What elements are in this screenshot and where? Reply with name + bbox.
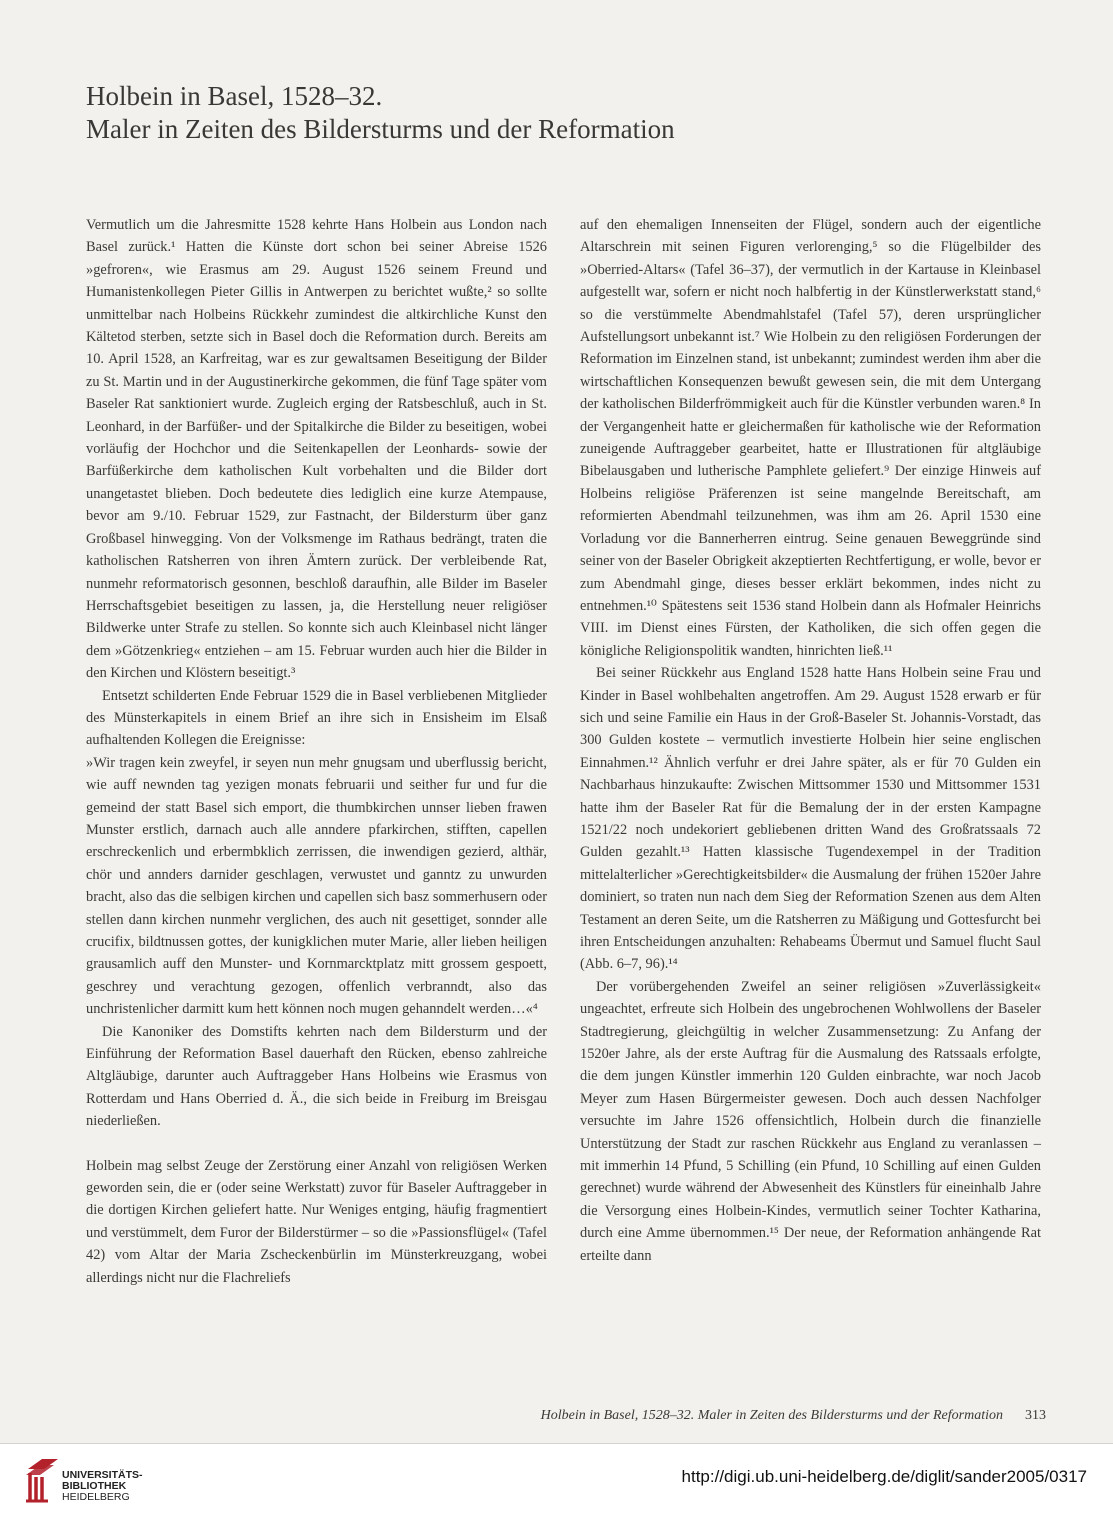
library-bar bbox=[0, 1444, 1113, 1537]
running-title: Holbein in Basel, 1528–32. Maler in Zeiten des Bildersturms und der Reformation bbox=[540, 1408, 1003, 1423]
page-number: 313 bbox=[1025, 1408, 1046, 1423]
paragraph: Bei seiner Rückkehr aus England 1528 hatte Hans Holbein seine Frau und Kinder in Basel wohlbehalten angetroffen. Am 29. August 1528 erwarb er für sich und seine Familie ein Haus in der Groß-Baseler St. Johannis-Vorstadt, das 300 Gulden kostete – vermutlich investierte Holbein hier seine englischen Einnahmen.¹² Ähnlich verfuhr er drei Jahre später, als er für 70 Gulden ein Nachbarhaus hinzukaufte: Zwischen Mittsommer 1530 und Mittsommer 1531 hatte ihm der Baseler Rat für die Bemalung der in der ersten Kampagne 1521/22 noch undekoriert gebliebenen dritten Wand des Großratssaals 72 Gulden gezahlt.¹³ Hatten klassische Tugendexempel in der Tradition mittelalterlicher »Gerechtigkeitsbilder« die Ausmalung der frühen 1520er Jahre dominiert, so traten nun nach dem Sieg der Reformation Szenen aus dem Alten Testament an deren Seite, um die Ratsherren zu Mäßigung und Gottesfurcht bei ihren Entscheidungen anzuhalten: Rehabeams Übermut und Samuel flucht Saul (Abb. 6–7, 96).¹⁴ bbox=[580, 665, 1041, 973]
library-name-line: HEIDELBERG bbox=[62, 1491, 130, 1503]
title-line-1: Holbein in Basel, 1528–32. bbox=[86, 81, 383, 111]
library-name-line: UNIVERSITÄTS- bbox=[62, 1469, 143, 1481]
left-column bbox=[86, 214, 547, 1289]
title-line-2: Maler in Zeiten des Bildersturms und der Reformation bbox=[86, 114, 675, 144]
paragraph: Vermutlich um die Jahresmitte 1528 kehrte Hans Holbein aus London nach Basel zurück.¹ Hatten die Künste dort schon bei seiner Abreise 1526 »gefroren«, wie Erasmus am 29. August 1526 seinem Freund und Humanistenkollegen Pieter Gillis in Antwerpen zu berichtet wußte,² so sollte unmittelbar nach Holbeins Rückkehr zumindest die altkirchliche Kunst den Kältetod sterben, setzte sich in Basel doch die Reformation durch. Bereits am 10. April 1528, an Karfreitag, war es zur gewaltsamen Beseitigung der Bilder zu St. Martin und in der Augustinerkirche gekommen, die fünf Tage später vom Baseler Rat sanktioniert wurde. Zugleich erging der Ratsbeschluß, auch in St. Leonhard, in der Barfüßer- und der Spitalkirche die Bilder zu beseitigen, wobei vorläufig der Hochchor und die Seitenkapellen der Leonhards- sowie der Barfüßerkirche dem katholischen Kult vorbehalten und die Bilder dort unangetastet blieben. Doch bedeutete dies lediglich eine kurze Atempause, bevor am 9./10. Februar 1529, zur Fastnacht, der Bildersturm über ganz Großbasel hinwegging. Von der Volksmenge im Rathaus bedrängt, traten die katholischen Ratsherren von ihren Ämtern zurück. Der verbleibende Rat, nunmehr reformatorisch gesonnen, beschloß daraufhin, alle Bilder im Baseler Herrschaftsgebiet beseitigen zu lassen, ja, die Herstellung neuer religiöser Bildwerke unter Strafe zu stellen. So konnte sich auch Kleinbasel nicht länger dem »Götzenkrieg« entziehen – am 15. Februar wurden auch hier die Bilder in den Kirchen und Klöstern beseitigt.³ bbox=[86, 217, 547, 682]
paragraph: Holbein mag selbst Zeuge der Zerstörung einer Anzahl von religiösen Werken geworden sein, die er (oder seine Werkstatt) zuvor für Baseler Auftraggeber in die dortigen Kirchen geliefert hatte. Nur Weniges entging, häufig fragmentiert und verstümmelt, dem Furor der Bilderstürmer – so die »Passionsflügel« (Tafel 42) vom Altar der Maria Zscheckenbürlin im Münsterkreuzgang, wobei allerdings nicht nur die Flachreliefs bbox=[86, 1157, 547, 1286]
paragraph: auf den ehemaligen Innenseiten der Flügel, sondern auch der eigentliche Altarschrein mit seinen Figuren verlorenging,⁵ so die Flügelbilder des »Oberried-Altars« (Tafel 36–37), der vermutlich in der Kartause in Kleinbasel aufgestellt war, sofern er nicht noch halbfertig in der Künstlerwerkstatt stand,⁶ so die verstümmelte Abendmahlstafel (Tafel 57), deren ursprünglicher Aufstellungsort unbekannt ist.⁷ Wie Holbein zu den religiösen Forderungen der Reformation im Einzelnen stand, ist unbekannt; zumindest werden ihm aber die wirtschaftlichen Konsequenzen bewußt gewesen sein, die mit dem Untergang der katholischen Bilderfrömmigkeit auch für die Künstler verbunden waren.⁸ In der Vergangenheit hatte er gleichermaßen für katholische wie der Reformation zuneigende Auftraggeber gearbeitet, hatte er Illustrationen für altgläubige Bibelausgaben und lutherische Pamphlete geliefert.⁹ Der einzige Hinweis auf Holbeins religiöse Präferenzen ist seine mangelnde Bereitschaft, am reformierten Abendmahl teilzunehmen, was ihm am 26. April 1530 eine Vorladung vor die Bannerherren eintrug. Seine genauen Beweggründe sind seiner von der Baseler Obrigkeit akzeptierten Rechtfertigung, er wolle, bevor er zum Abendmahl ginge, dieses besser erklärt bekommen, indes nicht zu entnehmen.¹⁰ Spätestens seit 1536 stand Holbein dann als Hofmaler Heinrichs VIII. im Dienst eines Fürsten, der Katholiken, die sich offen gegen die königliche Religionspolitik wandten, hinrichten ließ.¹¹ bbox=[580, 217, 1041, 659]
paragraph: Der vorübergehenden Zweifel an seiner religiösen »Zuverlässigkeit« ungeachtet, erfreute sich Holbein des ungebrochenen Wohlwollens der Baseler Stadtregierung, gleichgültig in welcher Zusammensetzung: Zu Anfang der 1520er Jahre, als der erste Auftrag für die Ausmalung des Ratssaals erfolgte, die dem jungen Künstler immerhin 120 Gulden einbrachte, war noch Jacob Meyer zum Hasen Bürgermeister gewesen. Doch auch dessen Nachfolger versuchte im Jahre 1526 offensichtlich, Holbein durch die finanzielle Unterstützung der Stadt zur raschen Rückkehr aus England zu veranlassen – mit immerhin 14 Pfund, 5 Schilling (ein Pfund, 10 Schilling auf einen Gulden gerechnet) wurde während der Abwesenheit des Künstlers für eineinhalb Jahre die Versorgung eines Holbein-Kindes, vermutlich seiner Tochter Katharina, durch eine Amme übernommen.¹⁵ Der neue, der Reformation anhängende Rat erteilte dann bbox=[580, 978, 1041, 1264]
library-name-line: BIBLIOTHEK bbox=[62, 1480, 127, 1492]
paragraph: Die Kanoniker des Domstifts kehrten nach dem Bildersturm und der Einführung der Reformation Basel dauerhaft den Rücken, ebenso zahlreiche Altgläubige, darunter auch Auftraggeber Hans Holbeins wie Erasmus von Rotterdam und Hans Oberried d. Ä., die sich beide in Freiburg im Breisgau niederließen. bbox=[86, 1023, 547, 1130]
source-url-link[interactable]: http://digi.ub.uni-heidelberg.de/diglit/sander2005/0317 bbox=[681, 1467, 1087, 1486]
paragraph: Entsetzt schilderten Ende Februar 1529 die in Basel verbliebenen Mitglieder des Münsterkapitels in einem Brief an ihre sich in Ensisheim im Elsaß aufhaltenden Kollegen die Ereignisse: bbox=[86, 687, 547, 749]
right-column bbox=[580, 214, 1041, 1267]
page-title bbox=[86, 80, 1046, 146]
running-footer bbox=[430, 1408, 1046, 1424]
quotation: »Wir tragen kein zweyfel, ir seyen nun mehr gnugsam und uberflussig bericht, wie auff newnden tag yezigen monats februarii und seither fur und fur die gemeind der statt Basel sich emport, die thumbkirchen unnser lieben frawen Munster erstlich, darnach auch alle anndere pfarkirchen, stifften, capellen erschreckenlich und erbermbklich zerrissen, die inwendigen gezierd, althär, chör und annders darnider geschlagen, verwustet und ganntz zu unwurden bracht, also das die selbigen kirchen und capellen sich basz sommerhusern oder stellen dann kirchen nunmehr verglichen, des auch nit gesettiget, sonnder alle crucifix, bildtnussen gottes, der kunigklichen muter Marie, aller lieben heiligen grausamlich auff den Munster- und Kornmarcktplatz mitt grossem gespoett, geschrey und verachtung gezogen, offenlich verbranndt, also das unchristenlicher darmitt kum hett können noch mugen gehanndelt werden…«⁴ bbox=[86, 754, 547, 1018]
library-logo-icon bbox=[24, 1457, 64, 1503]
library-name bbox=[62, 1470, 143, 1503]
